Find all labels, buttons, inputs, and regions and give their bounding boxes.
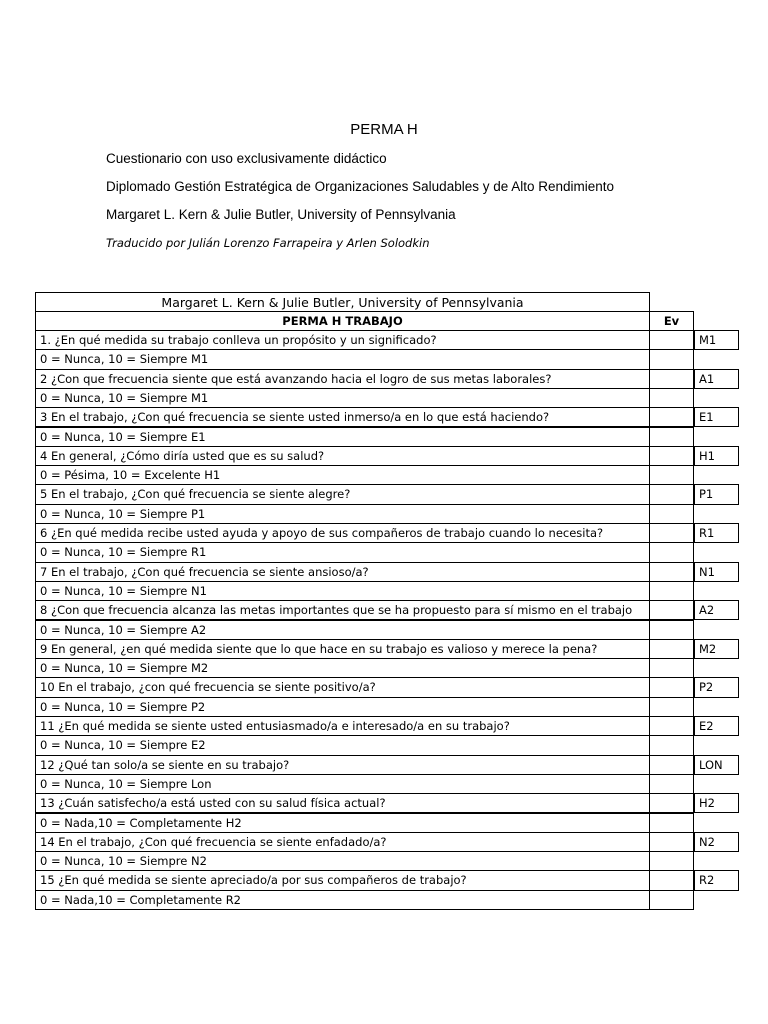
ev-answer-cell[interactable] xyxy=(649,369,694,389)
ev-answer-cell[interactable] xyxy=(649,890,694,910)
dimension-code-cell: R1 xyxy=(694,523,739,543)
ev-answer-cell[interactable] xyxy=(649,793,694,813)
dimension-code-cell: P1 xyxy=(694,484,739,504)
dimension-code-cell: H1 xyxy=(694,446,739,466)
scale-cell: 0 = Pésima, 10 = Excelente H1 xyxy=(35,465,650,485)
ev-answer-cell[interactable] xyxy=(649,484,694,504)
ev-answer-cell[interactable] xyxy=(649,504,694,524)
ev-answer-cell[interactable] xyxy=(649,349,694,369)
ev-answer-cell[interactable] xyxy=(649,697,694,717)
ev-answer-cell[interactable] xyxy=(649,813,694,833)
ev-answer-cell[interactable] xyxy=(649,755,694,775)
page-title: PERMA H xyxy=(350,121,418,138)
ev-answer-cell[interactable] xyxy=(649,600,694,620)
question-cell: 9 En general, ¿en qué medida siente que lo que hace en su trabajo es valioso y merece la pena? xyxy=(35,639,650,659)
question-cell: 5 En el trabajo, ¿Con qué frecuencia se siente alegre? xyxy=(35,484,650,504)
ev-answer-cell[interactable] xyxy=(649,639,694,659)
scale-cell: 0 = Nunca, 10 = Siempre E2 xyxy=(35,735,650,755)
ev-answer-cell[interactable] xyxy=(649,465,694,485)
dimension-code-cell: E2 xyxy=(694,716,739,736)
ev-answer-cell[interactable] xyxy=(649,735,694,755)
scale-cell: 0 = Nunca, 10 = Siempre Lon xyxy=(35,774,650,794)
dimension-code-cell: H2 xyxy=(694,793,739,813)
scale-cell: 0 = Nunca, 10 = Siempre P2 xyxy=(35,697,650,717)
ev-answer-cell[interactable] xyxy=(649,446,694,466)
ev-answer-cell[interactable] xyxy=(649,774,694,794)
ev-answer-cell[interactable] xyxy=(649,832,694,852)
question-cell: 2 ¿Con que frecuencia siente que está avanzando hacia el logro de sus metas laborales? xyxy=(35,369,650,389)
dimension-code-cell: M1 xyxy=(694,330,739,350)
dimension-code-cell: LON xyxy=(694,755,739,775)
ev-answer-cell[interactable] xyxy=(649,427,694,447)
ev-answer-cell[interactable] xyxy=(649,677,694,697)
ev-answer-cell[interactable] xyxy=(649,870,694,890)
dimension-code-cell: N1 xyxy=(694,562,739,582)
scale-cell: 0 = Nunca, 10 = Siempre P1 xyxy=(35,504,650,524)
ev-answer-cell[interactable] xyxy=(649,562,694,582)
dimension-code-cell: N2 xyxy=(694,832,739,852)
dimension-code-cell: P2 xyxy=(694,677,739,697)
question-cell: 4 En general, ¿Cómo diría usted que es su salud? xyxy=(35,446,650,466)
question-cell: 14 En el trabajo, ¿Con qué frecuencia se siente enfadado/a? xyxy=(35,832,650,852)
question-cell: 8 ¿Con que frecuencia alcanza las metas importantes que se ha propuesto para sí mismo en el trabajo xyxy=(35,600,650,620)
scale-cell: 0 = Nada,10 = Completamente H2 xyxy=(35,813,650,833)
question-cell: 7 En el trabajo, ¿Con qué frecuencia se siente ansioso/a? xyxy=(35,562,650,582)
ev-answer-cell[interactable] xyxy=(649,542,694,562)
question-cell: 15 ¿En qué medida se siente apreciado/a por sus compañeros de trabajo? xyxy=(35,870,650,890)
ev-answer-cell[interactable] xyxy=(649,523,694,543)
subtitle-diplomado: Diplomado Gestión Estratégica de Organizaciones Saludables y de Alto Rendimiento xyxy=(106,179,615,194)
ev-answer-cell[interactable] xyxy=(649,620,694,640)
table-heading: PERMA H TRABAJO xyxy=(35,311,650,331)
scale-cell: 0 = Nunca, 10 = Siempre M2 xyxy=(35,658,650,678)
ev-answer-cell[interactable] xyxy=(649,581,694,601)
dimension-code-cell: A2 xyxy=(694,600,739,620)
ev-answer-cell[interactable] xyxy=(649,330,694,350)
dimension-code-cell: A1 xyxy=(694,369,739,389)
ev-answer-cell[interactable] xyxy=(649,658,694,678)
scale-cell: 0 = Nunca, 10 = Siempre N1 xyxy=(35,581,650,601)
ev-column-header: Ev xyxy=(649,311,694,331)
ev-answer-cell[interactable] xyxy=(649,407,694,427)
ev-answer-cell[interactable] xyxy=(649,716,694,736)
table-caption: Margaret L. Kern & Julie Butler, University of Pennsylvania xyxy=(35,292,650,312)
subtitle-didactic: Cuestionario con uso exclusivamente didáctico xyxy=(106,151,387,166)
dimension-code-cell: M2 xyxy=(694,639,739,659)
scale-cell: 0 = Nunca, 10 = Siempre M1 xyxy=(35,349,650,369)
question-cell: 13 ¿Cuán satisfecho/a está usted con su salud física actual? xyxy=(35,793,650,813)
ev-answer-cell[interactable] xyxy=(649,388,694,408)
scale-cell: 0 = Nada,10 = Completamente R2 xyxy=(35,890,650,910)
translation-credit: Traducido por Julián Lorenzo Farrapeira y Arlen Solodkin xyxy=(106,236,430,250)
question-cell: 3 En el trabajo, ¿Con qué frecuencia se siente usted inmerso/a en lo que está haciendo? xyxy=(35,407,650,427)
question-cell: 11 ¿En qué medida se siente usted entusiasmado/a e interesado/a en su trabajo? xyxy=(35,716,650,736)
question-cell: 1. ¿En qué medida su trabajo conlleva un propósito y un significado? xyxy=(35,330,650,350)
scale-cell: 0 = Nunca, 10 = Siempre A2 xyxy=(35,620,650,640)
question-cell: 6 ¿En qué medida recibe usted ayuda y apoyo de sus compañeros de trabajo cuando lo necesita? xyxy=(35,523,650,543)
dimension-code-cell: E1 xyxy=(694,407,739,427)
question-cell: 10 En el trabajo, ¿con qué frecuencia se siente positivo/a? xyxy=(35,677,650,697)
scale-cell: 0 = Nunca, 10 = Siempre R1 xyxy=(35,542,650,562)
subtitle-authors: Margaret L. Kern & Julie Butler, University of Pennsylvania xyxy=(106,207,456,222)
scale-cell: 0 = Nunca, 10 = Siempre M1 xyxy=(35,388,650,408)
question-cell: 12 ¿Qué tan solo/a se siente en su trabajo? xyxy=(35,755,650,775)
scale-cell: 0 = Nunca, 10 = Siempre N2 xyxy=(35,851,650,871)
scale-cell: 0 = Nunca, 10 = Siempre E1 xyxy=(35,427,650,447)
ev-answer-cell[interactable] xyxy=(649,851,694,871)
dimension-code-cell: R2 xyxy=(694,870,739,890)
